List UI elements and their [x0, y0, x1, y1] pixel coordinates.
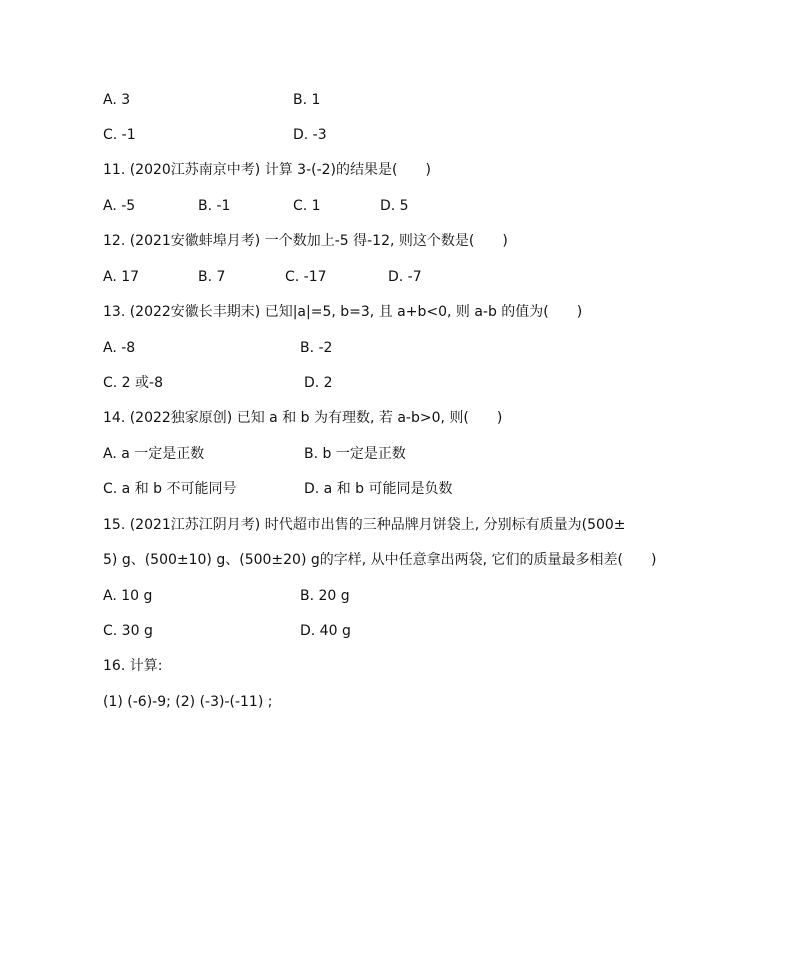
q16-parts: (1) (-6)-9; (2) (-3)-(-11) ; [103, 694, 273, 710]
q15-option-b: B. 20 g [300, 588, 350, 604]
q12-option-d: D. -7 [388, 269, 422, 285]
q13-option-a: A. -8 [103, 340, 136, 356]
q15-stem-line-1: 15. (2021江苏江阴月考) 时代超市出售的三种品牌月饼袋上, 分别标有质量为(500± [103, 517, 626, 533]
q15-option-c: C. 30 g [103, 623, 153, 639]
q11-stem: 11. (2020江苏南京中考) 计算 3-(-2)的结果是( ) [103, 162, 431, 178]
q12-option-a: A. 17 [103, 269, 140, 285]
q12-option-b: B. 7 [198, 269, 226, 285]
q10-option-b: B. 1 [293, 92, 321, 108]
q12-option-c: C. -17 [285, 269, 327, 285]
q11-option-c: C. 1 [293, 198, 321, 214]
q13-option-b: B. -2 [300, 340, 333, 356]
q13-stem: 13. (2022安徽长丰期末) 已知|a|=5, b=3, 且 a+b<0, 则 a-b 的值为( ) [103, 304, 583, 320]
q14-option-a: A. a 一定是正数 [103, 446, 205, 462]
q14-option-c: C. a 和 b 不可能同号 [103, 481, 237, 497]
q14-option-d: D. a 和 b 可能同是负数 [304, 481, 453, 497]
q11-option-d: D. 5 [380, 198, 409, 214]
q13-option-d: D. 2 [304, 375, 333, 391]
q12-stem: 12. (2021安徽蚌埠月考) 一个数加上-5 得-12, 则这个数是( ) [103, 233, 508, 249]
q11-option-a: A. -5 [103, 198, 136, 214]
q16-stem: 16. 计算: [103, 658, 163, 674]
q14-stem: 14. (2022独家原创) 已知 a 和 b 为有理数, 若 a-b>0, 则( ) [103, 410, 503, 426]
q15-option-a: A. 10 g [103, 588, 153, 604]
q10-option-a: A. 3 [103, 92, 131, 108]
q15-option-d: D. 40 g [300, 623, 351, 639]
q10-option-d: D. -3 [293, 127, 327, 143]
q15-stem-line-2: 5) g、(500±10) g、(500±20) g的字样, 从中任意拿出两袋, 它们的质量最多相差( ) [103, 552, 657, 568]
q10-option-c: C. -1 [103, 127, 136, 143]
q11-option-b: B. -1 [198, 198, 231, 214]
q14-option-b: B. b 一定是正数 [304, 446, 406, 462]
q13-option-c: C. 2 或-8 [103, 375, 163, 391]
